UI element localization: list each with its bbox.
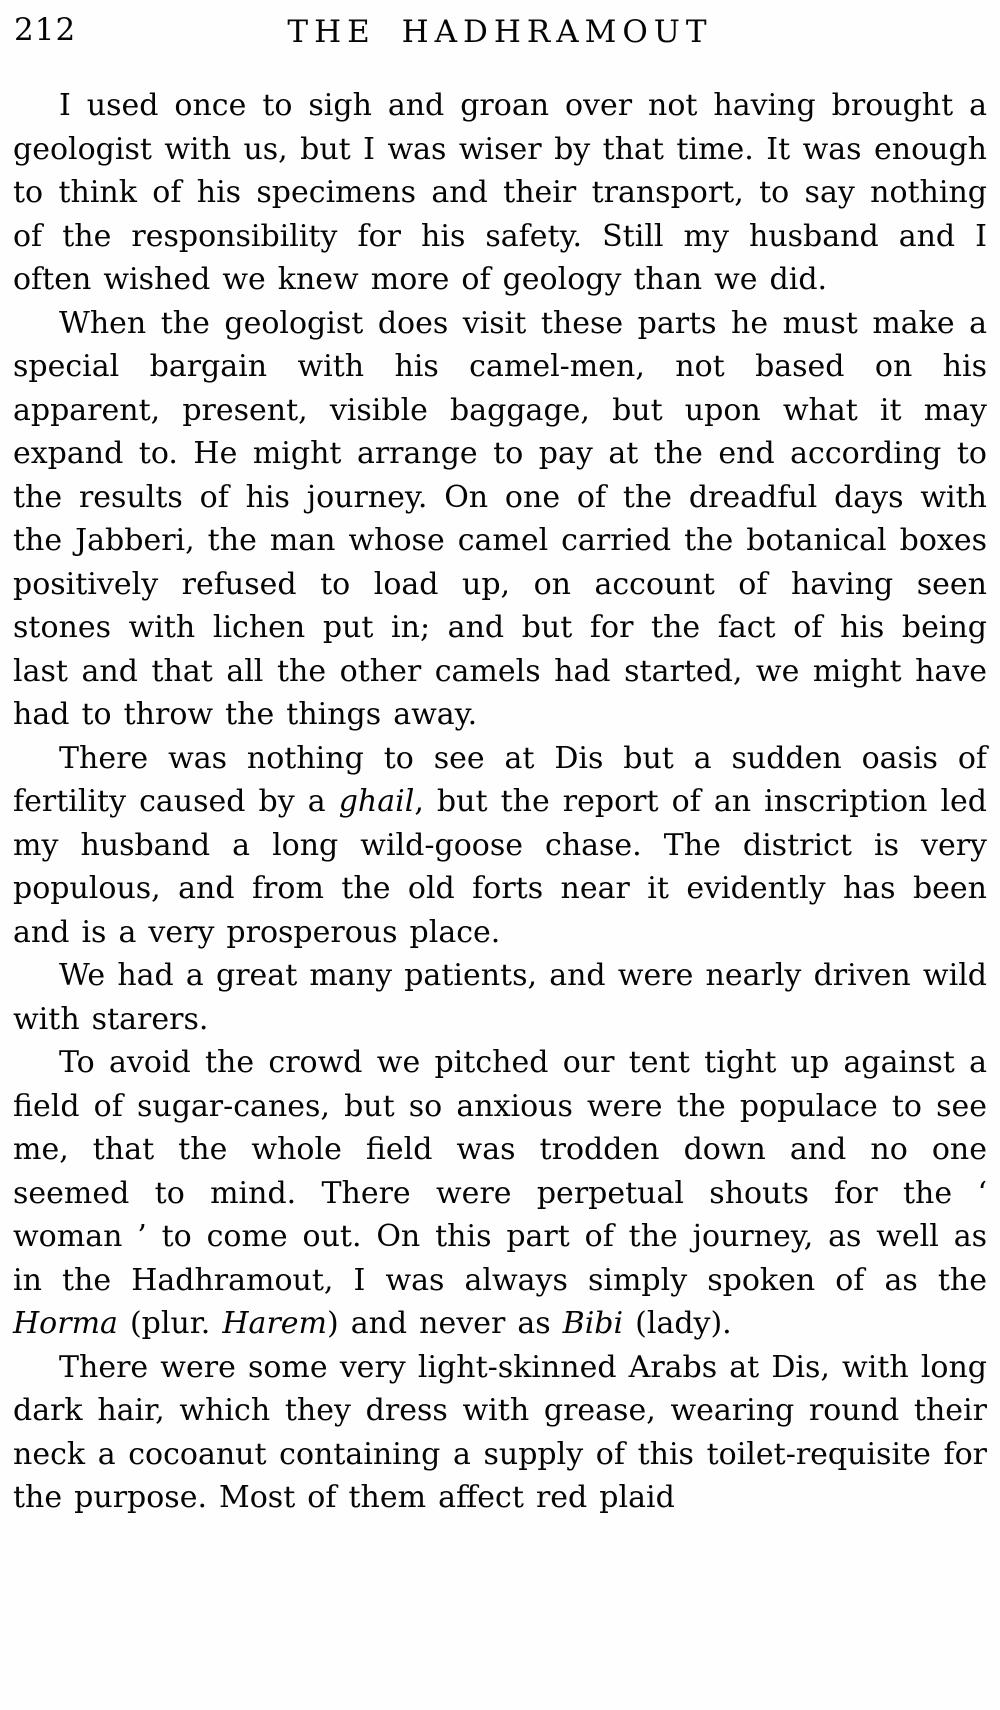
paragraph-text: We had a great many patients, and were nearly driven wild with starers. (13, 958, 987, 1037)
page-number: 212 (14, 12, 77, 48)
paragraph-text: ) and never as (326, 1306, 563, 1341)
paragraph-text: There were some very light-skinned Arabs at Dis, with long dark hair, which they dress with grease, wearing round their neck a cocoanut containing a supply of this toilet-requisite for the purpose. Most of them affect red plaid (13, 1349, 987, 1515)
paragraph (13, 1346, 987, 1520)
paragraph (13, 1041, 987, 1346)
paragraph (13, 737, 987, 955)
paragraph-text: When the geologist does visit these parts he must make a special bargain with his camel-men, not based on his apparent, present, visible baggage, but upon what it may expand to. He might arrange to pay at the end according to the results of his journey. On one of the dreadful days with the Jabberi, the man whose camel carried the botanical boxes positively refused to load up, on account of having seen stones with lichen put in; and but for the fact of his being last and that all the other camels had started, we might have had to throw the things away. (13, 305, 987, 732)
paragraph-text-italic: Bibi (562, 1306, 624, 1341)
paragraph-text-italic: ghail (338, 784, 415, 819)
paragraph-text: (plur. (117, 1306, 223, 1341)
paragraph-text: There was nothing to see at Dis but a sudden oasis of fertility caused by a (13, 740, 987, 819)
paragraph (13, 954, 987, 1041)
paragraph-text: , but the report of an inscription led my husband a long wild-goose chase. The district is very populous, and from the old forts near it evidently has been and is a very prosperous place. (13, 784, 988, 950)
paragraph-text: I used once to sigh and groan over not having brought a geologist with us, but I was wiser by that time. It was enough to think of his specimens and their transport, to say nothing of the responsibility for his safety. Still my husband and I often wished we knew more of geology than we did. (13, 88, 987, 297)
paragraph-text-italic: Harem (222, 1306, 327, 1341)
page-body (0, 84, 1000, 1520)
paragraph-text: (lady). (623, 1306, 732, 1341)
paragraph-text: To avoid the crowd we pitched our tent tight up against a field of sugar-canes, but so anxious were the populace to see me, that the whole field was trodden down and no one seemed to mind. There were perpetual shouts for the ‘ woman ’ to come out. On this part of the journey, as well as in the Hadhramout, I was always simply spoken of as the (13, 1045, 987, 1298)
running-title: THE HADHRAMOUT (287, 14, 713, 50)
paragraph (13, 84, 987, 302)
page-header (0, 0, 1000, 60)
paragraph (13, 302, 987, 737)
paragraph-text-italic: Horma (13, 1306, 118, 1341)
